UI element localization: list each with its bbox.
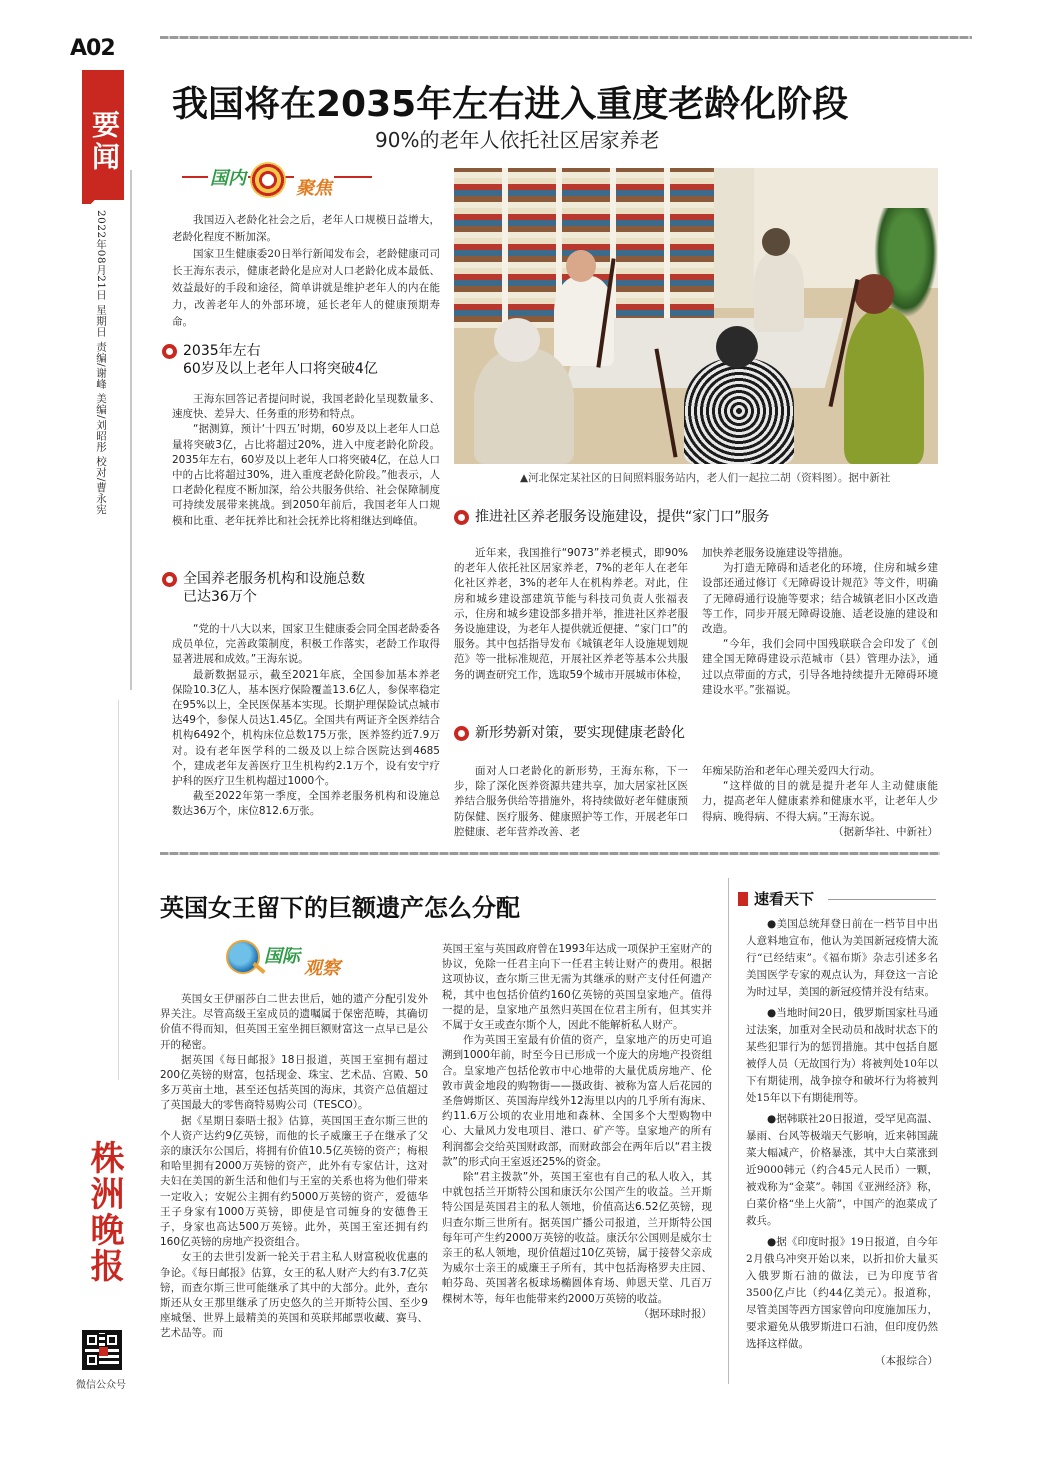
story1-section2-body: “党的十八大以来，国家卫生健康委会同全国老龄委各成员单位，完善政策制度，积极工作落实，老龄工作取得显著进展和成效。”王海东说。 最新数据显示，截至2021年底，全国参加基本养老保险10.3亿人，基本医疗保险覆盖13.6亿人，参保率稳定在95%以上，全民医保基本实现。长期护理保险试点城市达49个，参保人员达1.45亿。全国共有两证齐全医养结合机构6492个，机构床位总数175万张，医养签约近7.9万对。设有老年医学科的二级及以上综合医院达到4685个，建成老年友善医疗卫生机构约2.1万个，设有安宁疗护科的医疗卫生机构超过1000个。 截至2022年第一季度，全国养老服务机构和设施总数达36万个，床位812.6万张。 <box>172 623 440 818</box>
story2-col2: 英国王室与英国政府曾在1993年达成一项保护王室财产的协议，免除一任君主向下一任君主转让财产的费用。根据这项协议，查尔斯三世无需为其继承的财产支付任何遗产税，其中也包括价值约160亿英镑的英国皇家地产。值得一提的是，皇家地产虽然归英国在位君主所有，但其实并不属于女王或查尔斯个人，因此不能解析私人财产。 作为英国王室最有价值的资产，皇家地产的历史可追溯到1000年前，时至今日已形成一个庞大的房地产投资组合。皇家地产包括伦敦市中心地带的大量优质房地产、伦敦市黄金地段的购物街——摄政街、被称为富人后花园的圣詹姆斯区、英国海岸线外12海里以内的几乎所有海床、约11.6万公顷的农业用地和森林、全国多个大型购物中心、大量风力发电项目、港口、矿产等。皇家地产的所有利润都会交给英国财政部，而财政部会在两年后以“君主拨款”的形式向王室返还25%的资金。 除“君主拨款”外，英国王室也有自己的私人收入，其中就包括兰开斯特公国和康沃尔公国产生的收益。兰开斯特公国是英国君主的私人领地，价值高达6.52亿英镑，现归查尔斯三世所有。据英国广播公司报道，兰开斯特公国每年可产生约2000万英镑的收益。康沃尔公国则是威尔士亲王的私人领地，现价值超过10亿英镑，属于接替父亲成为威尔士亲王的威廉王子所有，其中包括海格罗夫庄园、帕芬岛、英国著名板球场椭圆体育场、帅恩天堂、几百万棵树木等，每年也能带来约2000万英镑的收益。 （据环球时报） <box>442 943 712 1320</box>
bullet-icon <box>162 572 177 587</box>
story-divider <box>160 852 940 855</box>
left-rule <box>130 170 132 690</box>
sidebar-items: ●美国总统拜登日前在一档节目中出人意料地宣布，他认为美国新冠疫情大流行“已经结束”。《福布斯》杂志引述多名美国医学专家的观点认为，拜登这一言论为时过早，美国的新冠疫情并没有结束。 ●当地时间20日，俄罗斯国家杜马通过法案，加重对全民动员和战时状态下的某些犯罪行为的惩罚措施。其中包括自愿被俘人员（无故国行为）将被判处10年以下有期徒刑，战争掠夺和破坏行为将被判处15年以下有期徒刑等。 ●据韩联社20日报道，受罕见高温、暴雨、台风等极端天气影响，近来韩国蔬菜大幅减产，价格暴涨，其中大白菜涨到近9000韩元（约合45元人民币）一颗，被戏称为“金菜”。韩国《亚洲经济》称，白菜价格“坐上火箭”，中国产的泡菜成了救兵。 ●据《印度时报》19日报道，自今年2月俄乌冲突开始以来，以折扣价大量买入俄罗斯石油的做法，已为印度节省3500亿卢比（约44亿美元）。报道称，尽管美国等西方国家曾向印度施加压力，要求避免从俄罗斯进口石油，但印度仍然选择这样做。 （本报综合） <box>746 918 938 1367</box>
left-rule-lower <box>118 700 119 1080</box>
badge-word-1: 国内 <box>208 164 248 190</box>
bullet-icon <box>162 344 177 359</box>
story1-section3-col1: 近年来，我国推行“9073”养老模式，即90%的老年人依托社区居家养老，7%的老年人在老年化社区养老，3%的老年人在机构养老。对此，住房和城乡建设部建筑节能与科技司负责人张福表示，住房和城乡建设部多措并举，推进社区养老服务设施建设，为老年人提供就近便捷、“家门口”的服务。其中包括指导发布《城镇老年人设施规划规范》等一批标准规范，开展社区养老等基本公共服务的调查研究工作，选取59个城市开展城市体检， <box>454 547 688 681</box>
newspaper-logo: 株洲晚报 <box>84 1140 124 1284</box>
story1-photo <box>454 168 938 464</box>
story1-section1-body: 王海东回答记者提问时说，我国老龄化呈现数量多、速度快、差异大、任务重的形势和特点。 “据测算，预计‘十四五’时期，60岁及以上老年人口总量将突破3亿，占比将超过20%，进入中度老龄化阶段。2035年左右，60岁及以上老年人口将突破4亿，在总人口中的占比将超过30%，进入重度老龄化阶段。”他表示，人口老龄化程度不断加深，给公共服务供给、社会保障制度可持续发展带来挑战。到2050年前后，我国老年人口规模和比重、老年抚养比和社会抚养比将相继达到峰值。 <box>172 393 440 527</box>
story2-col1: 英国女王伊丽莎白二世去世后，她的遗产分配引发外界关注。尽管高级王室成员的遗嘱属于保密范畴，其确切价值不得而知，但英国王室坐拥巨额财富这一点早已是公开的秘密。 据英国《每日邮报》18日报道，英国王室拥有超过200亿英镑的财富，包括现金、珠宝、艺术品、宫殿、50多万英亩土地，甚至还包括英国的海床，其资产总值超过了英国最大的零售商特易购公司（TESCO）。 据《星期日泰晤士报》估算，英国国王查尔斯三世的个人资产达约9亿英镑，而他的长子威廉王子在继承了父亲的康沃尔公国后，将拥有价值10.5亿英镑的资产；梅根和哈里拥有2000万英镑的资产，此外有专家估计，这对夫妇在美国的新生活和他们与王室的关系也将为他们带来一定收入；安妮公主拥有约5000万英镑的资产，爱德华王子身家有1000万英镑，即使是官司缠身的安德鲁王子，身家也高达500万英镑。此外，英国王室还拥有约160亿英镑的房地产投资组合。 女王的去世引发新一轮关于君主私人财富税收优惠的争论。《每日邮报》估算，女王的私人财产大约有3.7亿英镑，而查尔斯三世可能继承了其中的大部分。此外，查尔斯还从女王那里继承了历史悠久的兰开斯特公国、至少9座城堡、世界上最精美的英国和英联邦邮票收藏、赛马、艺术品等。而 <box>160 993 428 1340</box>
story1-section2-title: 全国养老服务机构和设施总数 已达36万个 <box>162 570 442 606</box>
story1-section4-title: 新形势新对策，要实现健康老龄化 <box>454 724 934 742</box>
story1-section3-title: 推进社区养老服务设施建设，提供“家门口”服务 <box>454 508 934 526</box>
section-label: 要闻 <box>82 70 124 200</box>
story1-section1-title: 2035年左右 60岁及以上老年人口将突破4亿 <box>162 342 442 378</box>
globe-icon <box>226 940 260 974</box>
section-label-slant <box>82 180 124 204</box>
top-rule <box>160 36 972 39</box>
story1-section3-col2: 加快养老服务设施建设等措施。 为打造无障碍和适老化的环境，住房和城乡建设部还通过修订《无障碍设计规范》等文件，明确了无障碍通行设施等要求；结合城镇老旧小区改造等工作，同步开展无障碍设施、适老设施的建设和改造。 “今年，我们会同中国残联联合会印发了《创建全国无障碍建设示范城市（县）管理办法》，通过以点带面的方式，引导各地持续提升无障碍环境建设水平。”张福说。 <box>702 547 938 696</box>
qr-code-icon[interactable] <box>82 1330 122 1370</box>
story1-section4-col1: 面对人口老龄化的新形势，王海东称，下一步，除了深化医养资源共建共享，加大居家社区医养结合服务供给等措施外，将持续做好老年健康预防保健、医疗服务、健康照护等工作，开展老年口腔健康、老年营养改善、老 <box>454 765 688 838</box>
badge-emblem-icon <box>250 162 286 198</box>
sidebar-title: 速看天下 <box>754 890 815 908</box>
story1-headline: 我国将在2035年左右进入重度老龄化阶段 <box>172 84 849 125</box>
sidebar-header <box>738 888 938 910</box>
story1-section4-col2: 年痴呆防治和老年心理关爱四大行动。 “这样做的目的就是提升老年人主动健康能力，提高老年人健康素养和健康水平，让老年人少得病、晚得病、不得大病。”王海东说。 （据新华社、中新社） <box>702 765 938 838</box>
photo-caption: ▲河北保定某社区的日间照料服务站内，老人们一起拉二胡（资料图）。据中新社 <box>520 472 891 484</box>
badge-word-2: 聚焦 <box>294 174 334 200</box>
list-item: ●据韩联社20日报道，受罕见高温、暴雨、台风等极端天气影响，近来韩国蔬菜大幅减产，价格暴涨，其中大白菜涨到近9000韩元（约合45元人民币）一颗，被戏称为“金菜”。韩国《亚洲经济》称，白菜价格“坐上火箭”，中国产的泡菜成了救兵。 <box>746 1113 938 1227</box>
list-item: ●当地时间20日，俄罗斯国家杜马通过法案，加重对全民动员和战时状态下的某些犯罪行为的惩罚措施。其中包括自愿被俘人员（无故国行为）将被判处10年以下有期徒刑，战争掠夺和破坏行为将被判处15年以下有期徒刑等。 <box>746 1007 938 1104</box>
bullet-icon <box>454 510 469 525</box>
story2-headline: 英国女王留下的巨额遗产怎么分配 <box>160 894 520 922</box>
domestic-focus-badge <box>182 162 372 202</box>
issue-info: 2022年08月21日 星期日 责编/谢峰 美编/刘昭彤 校对/曹永宪 <box>95 210 107 515</box>
sidebar-rule <box>728 878 729 1384</box>
list-item: ●美国总统拜登日前在一档节目中出人意料地宣布，他认为美国新冠疫情大流行“已经结束”。《福布斯》杂志引述多名美国医学专家的观点认为，拜登这一言论为时过早，美国的新冠疫情并没有结束。 <box>746 918 938 998</box>
list-item: ●据《印度时报》19日报道，自今年2月俄乌冲突开始以来，以折扣价大量买入俄罗斯石油的做法，已为印度节省3500亿卢比（约44亿美元）。报道称，尽管美国等西方国家曾向印度施加压力，要求避免从俄罗斯进口石油，但印度仍然选择这样做。 <box>746 1236 938 1350</box>
page-number: A02 <box>70 36 115 61</box>
badge-word-2: 观察 <box>304 958 340 979</box>
bullet-icon <box>454 726 469 741</box>
badge-word-1: 国际 <box>264 946 300 967</box>
story1-subheadline: 90%的老年人依托社区居家养老 <box>375 128 660 152</box>
international-watch-badge <box>226 938 376 978</box>
sidebar-tag-icon <box>738 892 748 906</box>
qr-caption: 微信公众号 <box>76 1380 126 1391</box>
story1-lead: 我国迈入老龄化社会之后，老年人口规模日益增大，老龄化程度不断加深。 国家卫生健康委20日举行新闻发布会，老龄健康司司长王海东表示，健康老龄化是应对人口老龄化成本最低、效益最好的手段和途径，简单讲就是维护老年人的内在能力，改善老年人的外部环境，延长老年人的健康预期寿命。 <box>172 214 440 328</box>
